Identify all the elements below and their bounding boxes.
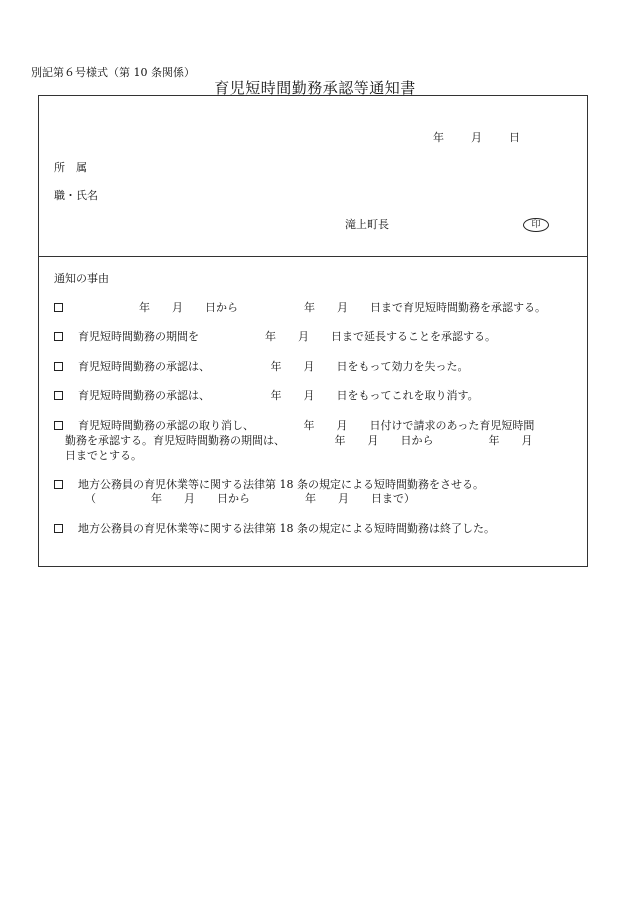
reason-checkbox-4[interactable] xyxy=(54,391,63,400)
reason-checkbox-2[interactable] xyxy=(54,332,63,341)
reason-text-7: 地方公務員の育児休業等に関する法律第 18 条の規定による短時間勤務は終了した。 xyxy=(78,522,495,535)
name-label: 職・氏名 xyxy=(54,189,98,202)
reason-text-3: 育児短時間勤務の承認は、 年 月 日をもって効力を失った。 xyxy=(78,360,469,373)
reason-text-5-line-3: 日までとする。 xyxy=(65,449,142,462)
reason-text-5-line-2: 勤務を承認する。育児短時間勤務の期間は、 年 月 日から 年 月 xyxy=(65,434,533,447)
reason-text-6-line-1: 地方公務員の育児休業等に関する法律第 18 条の規定による短時間勤務をさせる。 xyxy=(78,478,484,491)
reason-checkbox-5[interactable] xyxy=(54,421,63,430)
reason-text-5-line-1: 育児短時間勤務の承認の取り消し、 年 月 日付けで請求のあった育児短時間 xyxy=(78,419,535,432)
reason-checkbox-1[interactable] xyxy=(54,303,63,312)
reason-text-4: 育児短時間勤務の承認は、 年 月 日をもってこれを取り消す。 xyxy=(78,389,479,402)
date-day-label: 日 xyxy=(509,131,520,144)
notice-form-frame xyxy=(38,95,588,567)
reason-text-2: 育児短時間勤務の期間を 年 月 日まで延長することを承認する。 xyxy=(78,330,496,343)
date-month-label: 月 xyxy=(471,131,482,144)
reason-checkbox-7[interactable] xyxy=(54,524,63,533)
seal-mark: 印 xyxy=(523,218,549,232)
section-divider xyxy=(39,256,587,257)
document-title: 育児短時間勤務承認等通知書 xyxy=(214,79,416,97)
reason-checkbox-6[interactable] xyxy=(54,480,63,489)
reason-text-1: 年 月 日から 年 月 日まで育児短時間勤務を承認する。 xyxy=(139,301,546,314)
form-reference: 別記第６号様式（第 10 条関係） xyxy=(31,66,195,79)
reason-checkbox-3[interactable] xyxy=(54,362,63,371)
issuer-name: 滝上町長 xyxy=(345,218,389,231)
reason-heading: 通知の事由 xyxy=(54,272,109,285)
date-year-label: 年 xyxy=(433,131,444,144)
reason-text-6-line-2: （ 年 月 日から 年 月 日まで） xyxy=(85,492,415,505)
affiliation-label: 所 属 xyxy=(54,161,87,174)
